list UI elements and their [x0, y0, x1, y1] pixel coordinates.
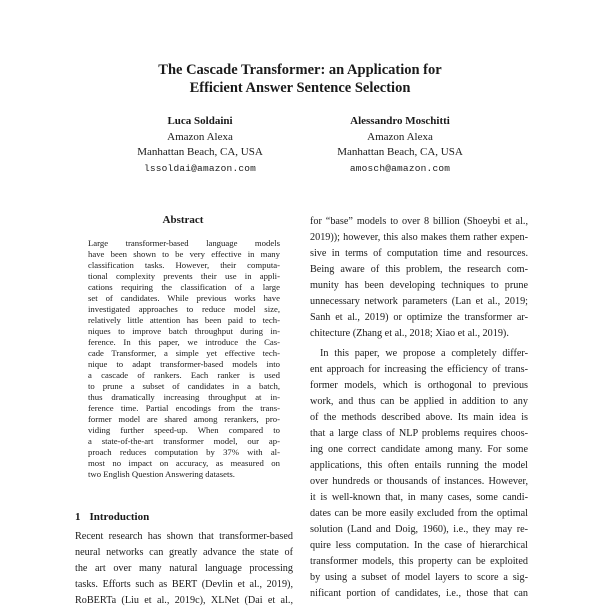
- abstract-line: thus dramatically increasing throughput at in-: [88, 392, 280, 402]
- body-line: chitecture (Zhang et al., 2018; Xiao et al., 2019).: [310, 328, 509, 339]
- abstract-line: viding further speed-up. When compared to: [88, 425, 280, 435]
- abstract-line: set of candidates. While previous works have: [88, 293, 280, 303]
- author-affiliation: Amazon Alexa: [367, 130, 433, 143]
- abstract-heading: Abstract: [162, 214, 204, 226]
- body-line: applications, this often entails running the model: [310, 460, 528, 471]
- body-line: quire less computation. In the case of hierarchical: [310, 540, 528, 551]
- abstract-line: ference time. Partial encodings from the trans-: [88, 403, 280, 413]
- author-email: amosch@amazon.com: [349, 162, 451, 174]
- body-line: former models, which is orthogonal to previous: [310, 380, 528, 391]
- abstract-line: relatively little attention has been paid to tech-: [88, 315, 280, 325]
- author-location: Manhattan Beach, CA, USA: [137, 146, 263, 158]
- section-number: 1: [75, 511, 81, 523]
- body-line: munity has been developing techniques to prune: [310, 280, 528, 291]
- body-line: unnecessary network parameters (Lan et al., 2019;: [310, 296, 528, 307]
- title-line-1: The Cascade Transformer: an Application for: [158, 62, 442, 78]
- author-affiliation: Amazon Alexa: [167, 130, 233, 143]
- abstract-line: tional complexity prevents their use in appli-: [88, 271, 280, 281]
- author-block: [300, 114, 500, 176]
- author-location: Manhattan Beach, CA, USA: [337, 146, 463, 158]
- body-line: ing one correct candidate among many. For some: [310, 444, 528, 455]
- abstract-line: classification tasks. However, their computa-: [88, 260, 280, 270]
- abstract-line: proach reduces computation by 37% with al-: [88, 447, 280, 457]
- abstract-line: a state-of-the-art transformer model, our ap-: [88, 436, 280, 446]
- body-line: sive in terms of computation time and resources.: [310, 248, 528, 259]
- body-line: 2019)); however, this also makes them rather expen-: [310, 232, 528, 243]
- abstract-line: most no impact on accuracy, as measured on: [88, 458, 280, 468]
- abstract-line: ference. In this paper, we introduce the Cas-: [88, 337, 280, 347]
- body-line: the art over many natural language processing: [75, 563, 293, 574]
- body-line: of the methods described above. Its main idea is: [310, 412, 528, 423]
- abstract-line: Large transformer-based language models: [88, 238, 280, 248]
- abstract-line: have been shown to be very effective in many: [88, 249, 280, 259]
- abstract-line: a cascade of rankers. Each ranker is used: [88, 370, 280, 380]
- body-line: over hundreds or thousands of instances. However,: [310, 476, 528, 487]
- abstract-line: former model are shared among rerankers, pro-: [88, 414, 280, 424]
- abstract-line: cade Transformer, a simple yet effective tech-: [88, 348, 280, 358]
- section-title: Introduction: [89, 511, 150, 523]
- abstract-line: nique to adapt transformer-based models into: [88, 359, 280, 369]
- body-line: dates can be more easily excluded from the optimal: [310, 508, 528, 519]
- body-line: work, and thus can be applied in addition to any: [310, 396, 528, 407]
- author-email: lssoldai@amazon.com: [143, 162, 257, 174]
- author-name: Luca Soldaini: [167, 115, 233, 127]
- body-line: tasks. Efforts such as BERT (Devlin et al., 2019),: [75, 579, 293, 590]
- body-line: nificant portion of candidates, i.e., those that can: [310, 588, 528, 599]
- body-line: ent approach for increasing the efficiency of trans-: [310, 364, 528, 375]
- body-line: neural networks can greatly advance the state of: [75, 547, 293, 558]
- paper-title: [0, 61, 600, 97]
- abstract-line: cations requiring the classification of a large: [88, 282, 280, 292]
- author-name: Alessandro Moschitti: [350, 115, 450, 127]
- body-line: In this paper, we propose a completely differ-: [320, 348, 528, 359]
- section-heading: [75, 511, 149, 523]
- author-block: [100, 114, 300, 176]
- body-line: transformer models, this property can be exploited: [310, 556, 528, 567]
- body-line: RoBERTa (Liu et al., 2019c), XLNet (Dai et al.,: [75, 595, 293, 606]
- body-line: Being aware of this problem, the research com-: [310, 264, 528, 275]
- body-line: it is well-known that, in many cases, some candi-: [310, 492, 528, 503]
- abstract-line: two English Question Answering datasets.: [88, 469, 235, 479]
- body-line: that a large class of NLP problems requires choos-: [310, 428, 528, 439]
- body-line: Recent research has shown that transformer-based: [75, 531, 293, 542]
- body-line: by using a subset of model layers to score a sig-: [310, 572, 528, 583]
- abstract-line: investigated approaches to reduce model size,: [88, 304, 280, 314]
- abstract-line: to prune a subset of candidates in a batch,: [88, 381, 280, 391]
- body-line: for “base” models to over 8 billion (Shoeybi et al.,: [310, 216, 528, 227]
- body-line: Sanh et al., 2019) or optimize the transformer ar-: [310, 312, 528, 323]
- body-line: solution (Land and Doig, 1960), i.e., they may re-: [310, 524, 528, 535]
- abstract-line: niques to improve batch throughput during in-: [88, 326, 280, 336]
- title-line-2: Efficient Answer Sentence Selection: [189, 80, 411, 96]
